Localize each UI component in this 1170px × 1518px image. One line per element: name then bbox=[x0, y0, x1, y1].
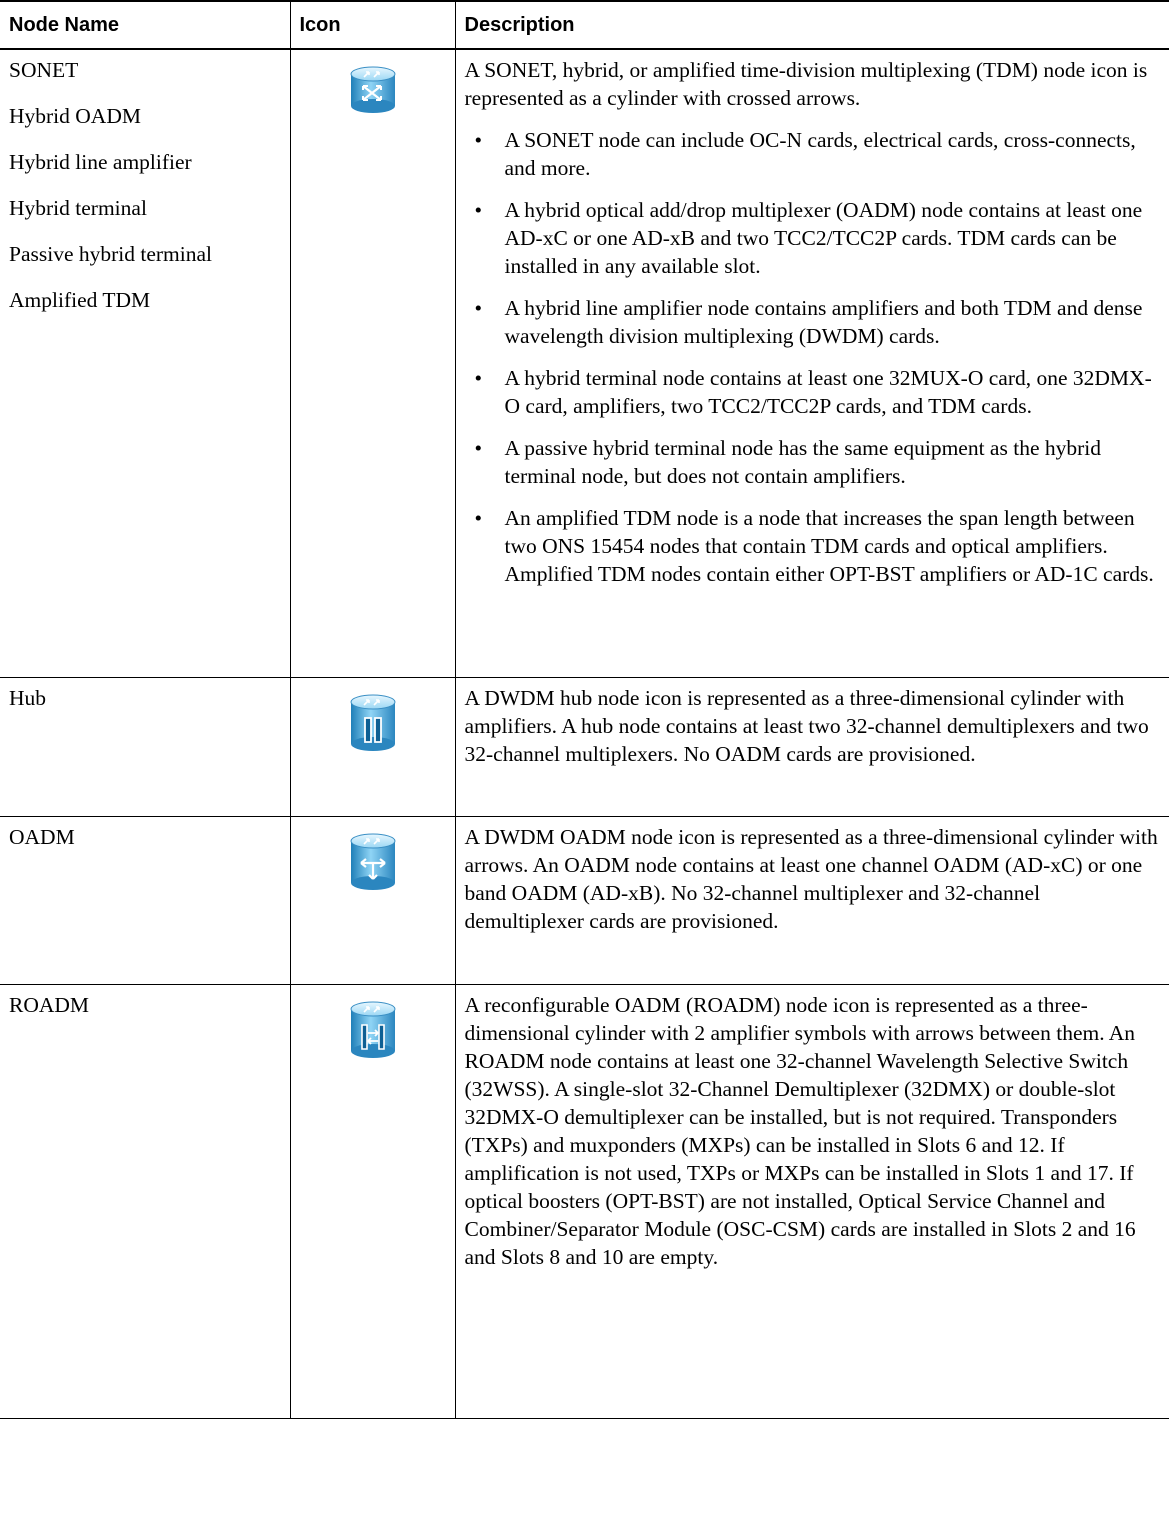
node-name-cell bbox=[0, 49, 290, 677]
header-icon: Icon bbox=[290, 1, 455, 49]
node-name-cell bbox=[0, 677, 290, 816]
description-intro: A DWDM hub node icon is represented as a three-dimensional cylinder with amplifiers. A hub node contains at least two 32-channel demultiplexers and two 32-channel multiplexers. No OADM cards are provisioned. bbox=[464, 685, 1149, 766]
header-node-name: Node Name bbox=[0, 1, 290, 49]
list-item: • A hybrid optical add/drop multiplexer (OADM) node contains at least one AD-xC or one AD-xB and two TCC2/TCC2P cards. TDM cards can be installed in any available slot. bbox=[471, 196, 1161, 280]
list-item: • A hybrid line amplifier node contains amplifiers and both TDM and dense wavelength division multiplexing (DWDM) cards. bbox=[471, 294, 1161, 350]
node-name: Hybrid line amplifier bbox=[9, 150, 192, 174]
description-intro: A reconfigurable OADM (ROADM) node icon is represented as a three-dimensional cylinder with 2 amplifier symbols with arrows between them. An ROADM node contains at least one 32-channel Wavelength Selective Switch (32WSS). A single-slot 32-Channel Demultiplexer (32DMX) or double-slot 32DMX-O demultiplexer can be installed, but is not required. Transponders (TXPs) and muxponders (MXPs) can be installed in Slots 6 and 12. If amplification is not used, TXPs or MXPs can be installed in Slots 1 and 17. If optical boosters (OPT-BST) are not installed, Optical Service Channel and Combiner/Separator Module (OSC-CSM) cards are installed in Slots 2 and 16 and Slots 8 and 10 are empty. bbox=[464, 992, 1136, 1269]
description-bullet-list bbox=[465, 126, 1161, 588]
table-row bbox=[0, 984, 1169, 1418]
node-name: Hybrid OADM bbox=[9, 104, 141, 128]
table-row bbox=[0, 816, 1169, 984]
node-name: Amplified TDM bbox=[9, 288, 151, 312]
icon-cell bbox=[290, 49, 455, 677]
header-description: Description bbox=[455, 1, 1169, 49]
table-row bbox=[0, 49, 1169, 677]
node-name-cell bbox=[0, 816, 290, 984]
dwdm-hub-node-icon bbox=[347, 692, 399, 754]
node-name: Passive hybrid terminal bbox=[9, 242, 213, 266]
list-item: • A passive hybrid terminal node has the same equipment as the hybrid terminal node, but does not contain amplifiers. bbox=[471, 434, 1161, 490]
list-item: • A hybrid terminal node contains at least one 32MUX-O card, one 32DMX-O card, amplifiers, two TCC2/TCC2P cards, and TDM cards. bbox=[471, 364, 1161, 420]
dwdm-oadm-node-icon bbox=[347, 831, 399, 893]
node-name: Hub bbox=[9, 685, 47, 710]
node-name-cell bbox=[0, 984, 290, 1418]
node-name: Hybrid terminal bbox=[9, 196, 147, 220]
description-cell bbox=[455, 677, 1169, 816]
description-intro: A DWDM OADM node icon is represented as a three-dimensional cylinder with arrows. An OADM node contains at least one channel OADM (AD-xC) or one band OADM (AD-xB). No 32-channel multiplexer and 32-channel demultiplexer cards are provisioned. bbox=[464, 824, 1158, 933]
description-intro: A SONET, hybrid, or amplified time-division multiplexing (TDM) node icon is represented as a cylinder with crossed arrows. bbox=[464, 58, 1148, 110]
description-cell bbox=[455, 816, 1169, 984]
icon-cell bbox=[290, 816, 455, 984]
node-name: OADM bbox=[9, 824, 75, 849]
roadm-node-icon bbox=[347, 999, 399, 1061]
list-item: • An amplified TDM node is a node that increases the span length between two ONS 15454 nodes that contain TDM cards and optical amplifiers. Amplified TDM nodes contain either OPT-BST amplifiers or AD-1C cards. bbox=[471, 504, 1161, 588]
table-header-row bbox=[0, 1, 1169, 49]
icon-cell bbox=[290, 984, 455, 1418]
node-name: ROADM bbox=[9, 992, 90, 1017]
description-cell bbox=[455, 984, 1169, 1418]
sonet-hybrid-node-icon bbox=[347, 64, 399, 116]
table-row bbox=[0, 677, 1169, 816]
list-item: • A SONET node can include OC-N cards, electrical cards, cross-connects, and more. bbox=[471, 126, 1161, 182]
icon-cell bbox=[290, 677, 455, 816]
description-cell bbox=[455, 49, 1169, 677]
node-name: SONET bbox=[9, 58, 79, 82]
